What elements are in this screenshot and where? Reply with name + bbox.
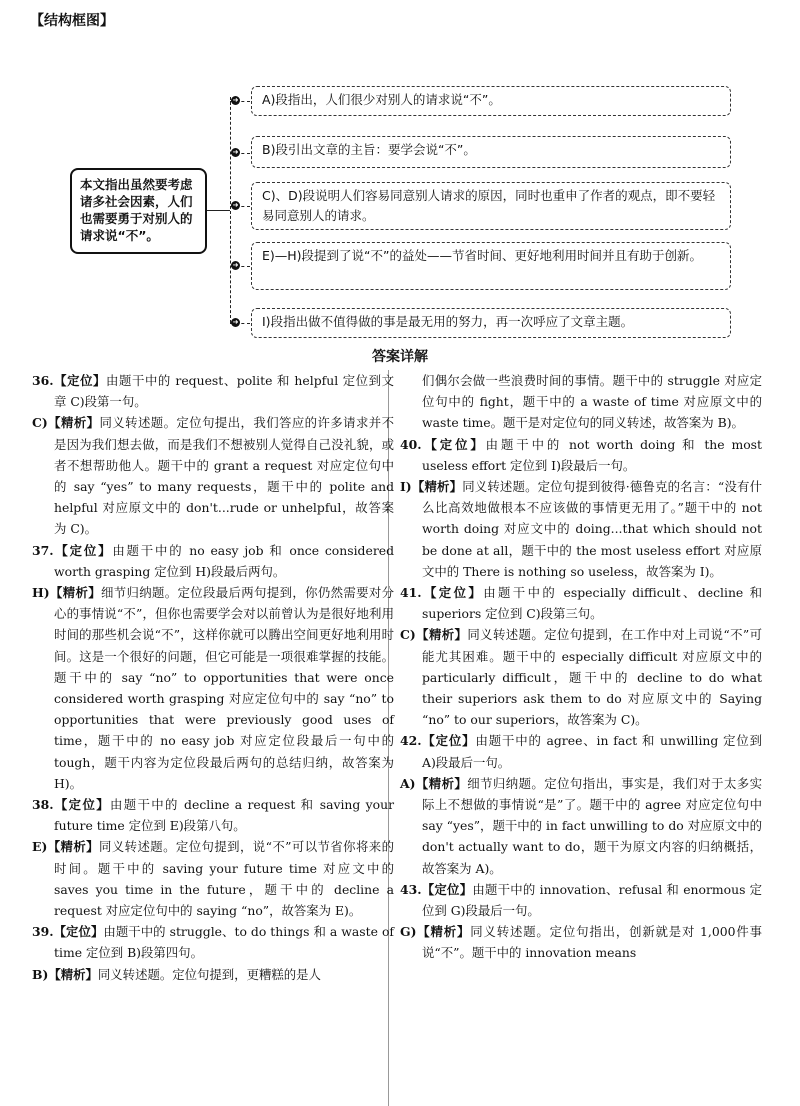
answer-entry: 43.【定位】由题干中的 innovation、refusal 和 enormous 定位到 G)段最后一句。 [400,881,763,919]
answer-entry: 39.【定位】由题干中的 struggle、to do things 和 a waste of time 定位到 B)段第四句。 [32,924,395,961]
outline-point: C)、D)段说明人们容易同意别人请求的原因，同时也重申了作者的观点，即不要轻易同意别人的请求。 [251,182,731,230]
section-label: 【结构框图】 [30,13,114,29]
answer-entry: H)【精析】细节归纳题。定位段最后两句提到，你仍然需要对分心的事情说“不”，但你也需要学会对以前曾认为是很好地利用时间的那些机会说“不”，这样你就可以腾出空间更好地利用时间。这是一个很好的问题，但它可能是一项很难掌握的技能。题干中的 say “no” to opportunities that were once considered worth grasping 对应定位句中的 say “no” to opportunities that were previously good uses of time，题干中的 no easy job 对应定位段最后一句中的 tough，题干内容为定位段最后两句的总结归纳，故答案为 H)。 [32,585,395,791]
answer-entry: 36.【定位】由题干中的 request、polite 和 helpful 定位到文章 C)段第一句。 [32,373,394,410]
arrow-right-icon: ➜ [232,318,239,326]
outline-point: A)段指出，人们很少对别人的请求说“不”。 [251,86,731,116]
answer-entry: 42.【定位】由题干中的 agree、in fact 和 unwilling 定位到 A)段最后一句。 [400,733,763,770]
arrow-right-icon: ➜ [232,96,239,104]
arrow-right-icon: ➜ [232,261,239,269]
answers-heading: 答案详解 [372,349,428,365]
outline-connector-line [230,97,232,323]
answer-entry: I)【精析】同义转述题。定位句提到彼得·德鲁克的名言：“没有什么比高效地做根本不应该做的事情更无用了。”题干中的 not worth doing 对应文中的 doing...that which should not be done at all，题干中的 the most useless effort 对应原文中的 There is nothing so useless，故答案为 I)。 [400,479,762,579]
answer-entry: E)【精析】同义转述题。定位句提到，说“不”可以节省你将来的时间。题干中的 saving your future time 对应文中的 saves you time in the future，题干中的 decline a request 对应定位句中的 saying “no”，故答案为 E)。 [32,839,395,919]
summary-connector [207,210,230,211]
answer-entry: C)【精析】同义转述题。定位句提到，在工作中对上司说“不”可能尤其困难。题干中的 especially difficult 对应原文中的 particularly difficult，题干中的 decline to do what their superiors ask them to do 对应原文中的 Saying “no” to our superiors，故答案为 C)。 [400,627,763,728]
answer-entry: 们偶尔会做一些浪费时间的事情。题干中的 struggle 对应定位句中的 fight，题干中的 a waste of time 对应原文中的 waste time。题干是对定位句的同义转述，故答案为 B)。 [422,373,762,431]
answer-entry: 37.【定位】由题干中的 no easy job 和 once considered worth grasping 定位到 H)段最后两句。 [32,542,395,579]
answer-entry: 40.【定位】由题干中的 not worth doing 和 the most useless effort 定位到 I)段最后一句。 [400,436,763,473]
answer-entry: 38.【定位】由题干中的 decline a request 和 saving your future time 定位到 E)段第八句。 [32,797,394,834]
answer-entry: A)【精析】细节归纳题。定位句指出，事实是，我们对于太多实际上不想做的事情说“是”了。题干中的 agree 对应定位句中 say “yes”，题干中的 in fact unwilling to do 对应原文中的 don't actually want to do，题干为原文内容的归纳概括，故答案为 A)。 [400,775,763,876]
outline-point: E)—H)段提到了说“不”的益处——节省时间、更好地利用时间并且有助于创新。 [251,242,731,290]
outline-point: I)段指出做不值得做的事是最无用的努力，再一次呼应了文章主题。 [251,308,731,338]
right-column [400,370,762,964]
answer-entry: B)【精析】同义转述题。定位句提到，更糟糕的是人 [32,966,321,982]
left-column [32,370,394,985]
answer-entry: G)【精析】同义转述题。定位句指出，创新就是对 1,000件事说“不”。题干中的 innovation means [400,924,762,961]
arrow-right-icon: ➜ [232,148,239,156]
answer-entry: C)【精析】同义转述题。定位句提出，我们答应的许多请求并不是因为我们想去做，而是我们不想被别人觉得自己没礼貌，或者不想帮助他人。题干中的 grant a request 对应定位句中的 say “yes” to many requests，题干中的 polite and helpful 对应原文中的 don't...rude or unhelpful，故答案为 C)。 [32,415,395,537]
answer-entry: 41.【定位】由题干中的 especially difficult、decline 和 superiors 定位到 C)段第三句。 [400,585,762,622]
outline-point: B)段引出文章的主旨：要学会说“不”。 [251,136,731,168]
summary-box: 本文指出虽然要考虑诸多社会因素，人们也需要勇于对别人的请求说“不”。 [70,168,207,254]
arrow-right-icon: ➜ [232,201,239,209]
